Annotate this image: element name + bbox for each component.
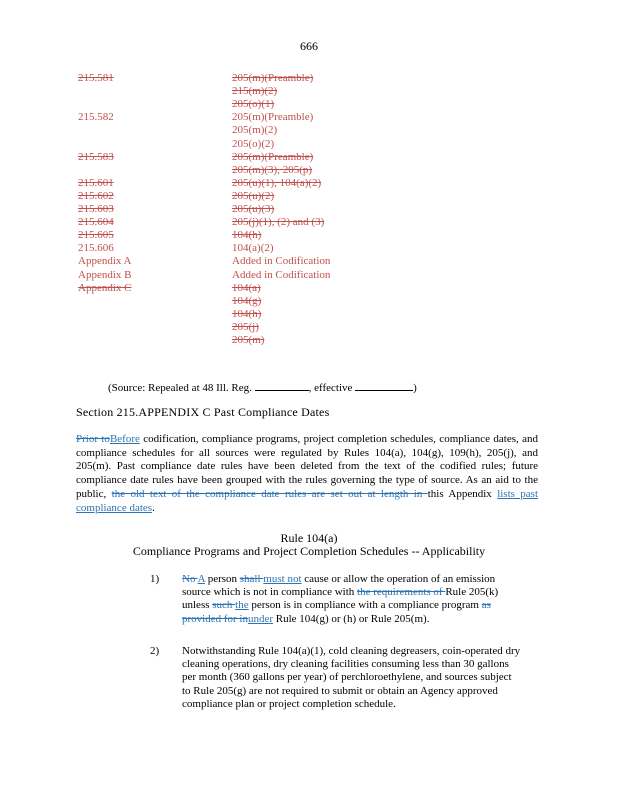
table-left-cell: 215.604 — [78, 216, 114, 229]
table-right-cell: Added in Codification — [232, 268, 331, 281]
table-right-cell: 215(m)(2) — [232, 85, 278, 98]
table-left-cell: 215.583 — [78, 150, 114, 163]
paragraph-text: . — [152, 501, 155, 514]
rule-subtitle: Compliance Programs and Project Completion Schedules -- Applicability — [132, 544, 486, 558]
table-left-cell: Appendix B — [78, 268, 132, 281]
table-right-cell: 205(m)(3), 205(p) — [232, 163, 313, 176]
deleted-text: Prior to — [76, 433, 110, 445]
deleted-text: as provided for in — [182, 599, 491, 625]
register-blank — [255, 380, 309, 391]
table-right-cell: 104(a)(2) — [232, 242, 274, 255]
item-text: person — [204, 573, 240, 585]
table-right-cell: 205(u)(1), 104(a)(2) — [232, 176, 322, 189]
table-right-cell: 205(m)(Preamble) — [232, 72, 314, 84]
rule-title: Rule 104(a) — [280, 531, 338, 545]
inserted-text: Before — [109, 433, 140, 445]
table-right-cell: 205(j) — [232, 320, 259, 333]
page-number: 666 — [300, 39, 318, 53]
table-right-cell: 104(a) — [232, 281, 261, 294]
table-right-cell: 104(h) — [232, 307, 262, 320]
table-right-cell: 205(m)(Preamble) — [232, 150, 314, 163]
table-left-cell: Appendix A — [78, 255, 132, 268]
item-text: cause or allow the operation of an emission source which is not in compliance with — [182, 573, 496, 599]
deleted-text: shall — [239, 573, 264, 585]
source-note-prefix: (Source: Repealed at 48 Ill. Reg. — [108, 382, 252, 394]
source-note-middle: , effective — [308, 382, 353, 394]
deleted-text: No — [182, 573, 198, 585]
inserted-text: A — [197, 573, 205, 585]
inserted-text: must not — [263, 573, 302, 585]
item-number: 1) — [150, 573, 160, 585]
item-text: person is in compliance with a compliance program — [248, 599, 482, 612]
item-text: Rule 205(k) unless — [182, 586, 499, 612]
table-right-cell: 205(u)(3) — [232, 203, 275, 215]
table-left-cell: 215.602 — [78, 189, 114, 202]
deleted-text: such — [212, 599, 236, 612]
item-2-text: Notwithstanding Rule 104(a)(1), cold cleaning degreasers, coin-operated dry cleaning operations, dry cleaning facilities consuming less than 30 gallons per month (360 gallons per year) of perchloroethylene, and sources subject to Rule 205(g) are not required to submit or obtain an Agency approved compliance plan or project completion schedule. — [182, 645, 521, 710]
table-left-cell: 215.606 — [78, 242, 114, 255]
inserted-text: under — [247, 612, 274, 625]
table-left-cell: 215.582 — [78, 111, 114, 124]
table-right-cell: 205(u)(2) — [232, 189, 275, 202]
table-right-cell: 205(m)(2) — [232, 124, 278, 137]
table-left-cell: 215.603 — [78, 203, 114, 215]
table-right-cell: 205(j)(1), (2) and (3) — [232, 216, 325, 229]
section-title: Section 215.APPENDIX C Past Compliance Dates — [76, 405, 330, 419]
table-right-cell: 205(m) — [232, 334, 265, 346]
deleted-text: the requirements of — [357, 586, 446, 599]
item-number: 2) — [150, 645, 160, 657]
deleted-text: the old text of the compliance date rules are set out at length in — [111, 487, 428, 500]
table-right-cell: 205(o)(1) — [232, 98, 275, 111]
table-left-cell: 215.601 — [78, 176, 114, 189]
paragraph-text: codification, compliance programs, project completion schedules, compliance dates, and compliance schedules for all sources were regulated by Rules 104(a), 104(g), 109(h), 205(j), and 205(m). Past compliance date rules have been deleted from the text of the codified rules; future compliance date rules have been grouped with the rules governing the type of source. As an aid to the public, — [76, 433, 538, 500]
table-right-cell: 205(o)(2) — [232, 137, 275, 150]
table-right-cell: 205(m)(Preamble) — [232, 111, 314, 124]
table-left-cell: Appendix C — [78, 281, 132, 294]
intro-paragraph — [76, 433, 538, 515]
item-1-text — [182, 573, 522, 626]
table-right-cell: Added in Codification — [232, 255, 331, 268]
effective-date-blank — [355, 380, 413, 391]
source-note-suffix: ) — [413, 382, 417, 394]
table-left-cell: 215.581 — [78, 72, 114, 84]
table-right-cell: 104(h) — [232, 229, 262, 242]
inserted-text: the — [235, 599, 249, 612]
table-left-cell: 215.605 — [78, 229, 114, 242]
inserted-text: lists past compliance dates — [76, 487, 539, 514]
table-right-cell: 104(g) — [232, 294, 262, 307]
item-text: Rule 104(g) or (h) or Rule 205(m). — [273, 612, 430, 625]
source-note — [108, 380, 417, 395]
paragraph-text: this Appendix — [427, 487, 498, 500]
